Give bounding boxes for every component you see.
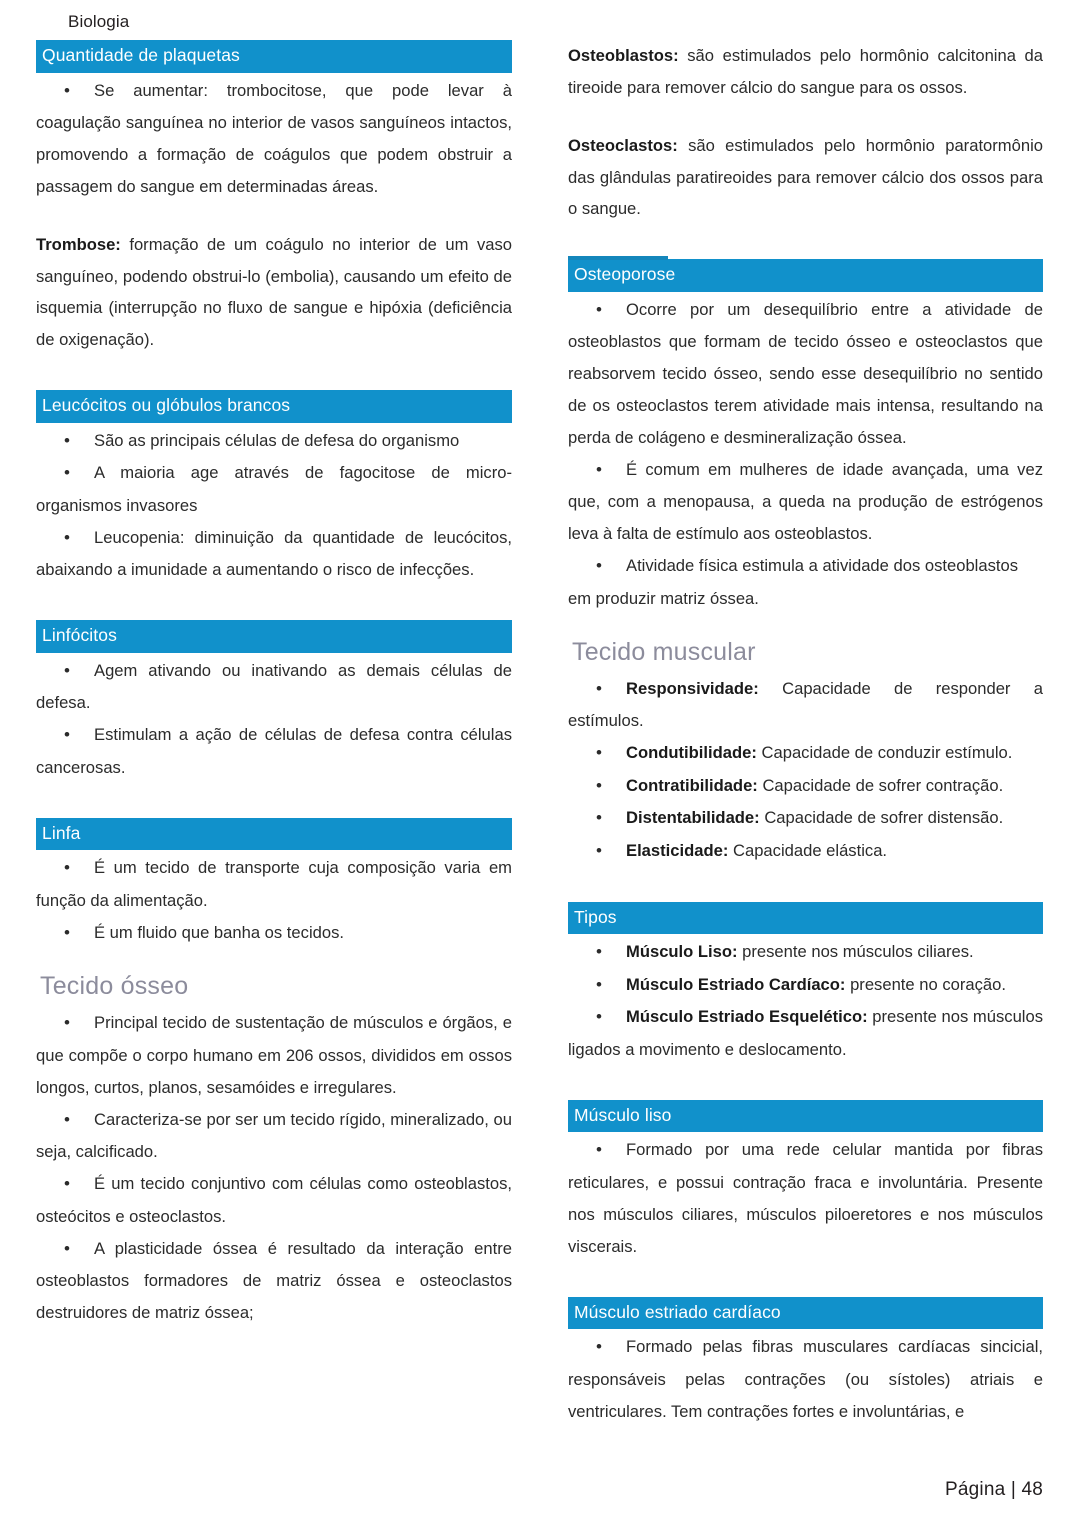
- heading-tecido-osseo: Tecido ósseo: [40, 972, 189, 1001]
- bullet-text: É um fluido que banha os tecidos.: [94, 922, 344, 942]
- document-header-title: Biologia: [68, 12, 130, 31]
- bullet-marker: •: [64, 80, 70, 100]
- bullet-item: [568, 550, 1043, 614]
- bullet-item: [36, 75, 512, 203]
- right-column: [540, 0, 1080, 1427]
- bullet-text: Capacidade de sofrer distensão.: [759, 808, 1004, 828]
- bullet-text: Agem ativando ou inativando as demais células de defesa.: [36, 660, 512, 713]
- bullet-item: [36, 719, 512, 783]
- bullet-marker: •: [64, 463, 70, 483]
- bullet-text: Caracteriza-se por ser um tecido rígido, mineralizado, ou seja, calcificado.: [36, 1109, 512, 1162]
- definition-term: Osteoblastos:: [568, 46, 679, 65]
- bullet-marker: •: [64, 1238, 70, 1258]
- bullet-item: [568, 454, 1043, 550]
- section-gap: [36, 356, 512, 390]
- left-column: [0, 0, 540, 1427]
- definition-term: Trombose:: [36, 234, 121, 254]
- bullet-item: [36, 457, 512, 521]
- section-heading-linfocitos: Linfócitos: [36, 620, 512, 653]
- definition-text: formação de um coágulo no interior de um vaso sanguíneo, podendo obstrui-lo (embolia), causando um efeito de isquemia (interrupção no fluxo de sangue e hipóxia (deficiência de oxigenação).: [36, 234, 512, 350]
- bullet-text: Atividade física estimula a atividade dos osteoblastos em produzir matriz óssea.: [568, 556, 1019, 608]
- definition-term: Condutibilidade:: [626, 743, 757, 763]
- bullet-text: Formado por uma rede celular mantida por fibras reticulares, e possui contração fraca e involuntária. Presente nos músculos ciliares, músculos piloeretores e nos músculos viscerais.: [568, 1140, 1043, 1256]
- bullet-marker: •: [64, 527, 70, 547]
- section-gap: [36, 784, 512, 818]
- definition-term: Elasticidade:: [626, 841, 729, 861]
- bullet-marker: •: [596, 808, 602, 828]
- section-heading-leucocitos: Leucócitos ou glóbulos brancos: [36, 390, 512, 423]
- section-heading-quantidade-de-plaquetas: Quantidade de plaquetas: [36, 40, 512, 73]
- bullet-text: Capacidade de responder a estímulos.: [568, 678, 1043, 731]
- paragraph-gap: [36, 203, 512, 229]
- bullet-text: presente nos músculos ciliares.: [737, 942, 974, 962]
- bullet-marker: •: [64, 1174, 70, 1194]
- bullet-text: São as principais células de defesa do organismo: [94, 430, 460, 450]
- bullet-item: [36, 1168, 512, 1232]
- section-gap: [568, 868, 1043, 902]
- definition-term: Músculo Estriado Esquelético:: [626, 1007, 868, 1027]
- bullet-marker: •: [64, 1013, 70, 1033]
- bullet-item: [568, 1001, 1043, 1065]
- bullet-text: Estimulam a ação de células de defesa contra células cancerosas.: [36, 725, 512, 777]
- definition-paragraph-osteoclastos: [568, 130, 1043, 226]
- bullet-item: [36, 917, 512, 950]
- section-gap: [568, 1066, 1043, 1100]
- bullet-item: [36, 1007, 512, 1103]
- bullet-item: [36, 852, 512, 916]
- bullet-item: [568, 1134, 1043, 1262]
- bullet-item: [36, 425, 512, 458]
- bullet-text: Ocorre por um desequilíbrio entre a atividade de osteoblastos que formam de tecido ósseo e osteoclastos que reabsorvem tecido ósseo, sendo esse desequilíbrio no sentido de os osteoclastos terem atividade mais intensa, resultando na perda de colágeno e desmineralização óssea.: [568, 299, 1043, 447]
- bullet-text: Capacidade elástica.: [728, 841, 888, 861]
- bullet-marker: •: [596, 743, 602, 763]
- bullet-marker: •: [596, 1337, 602, 1357]
- bullet-text: Capacidade de conduzir estímulo.: [756, 743, 1013, 763]
- section-heading-musculo-liso: Músculo liso: [568, 1100, 1043, 1133]
- definition-paragraph-osteoblastos: [568, 40, 1043, 104]
- bullet-item: [36, 655, 512, 719]
- bullet-marker: •: [64, 1109, 70, 1129]
- definition-term: Distentabilidade:: [626, 808, 760, 828]
- bullet-marker: •: [596, 841, 602, 861]
- definition-term: Contratibilidade:: [626, 775, 758, 795]
- section-heading-musculo-estriado-cardiaco: Músculo estriado cardíaco: [568, 1297, 1043, 1330]
- definition-paragraph-trombose: [36, 229, 512, 356]
- bullet-text: A maioria age através de fagocitose de micro-organismos invasores: [36, 463, 512, 515]
- definition-text: são estimulados pelo hormônio calcitonina da tireoide para remover cálcio do sangue para os ossos.: [568, 46, 1043, 97]
- bullet-text: presente no coração.: [845, 974, 1006, 994]
- section-gap: [568, 1263, 1043, 1297]
- bullet-marker: •: [64, 858, 70, 878]
- bullet-item: [36, 1233, 512, 1329]
- bullet-item: [36, 522, 512, 586]
- bullet-marker: •: [596, 1007, 602, 1027]
- bullet-item: [568, 835, 1043, 868]
- section-gap: [568, 225, 1043, 259]
- section-heading-osteoporose: Osteoporose: [568, 259, 1043, 292]
- definition-term: Músculo Liso:: [626, 942, 738, 962]
- bullet-item: [568, 936, 1043, 969]
- page-number: Página | 48: [945, 1479, 1043, 1500]
- bullet-marker: •: [596, 974, 602, 994]
- bullet-item: [568, 770, 1043, 803]
- bullet-text: É comum em mulheres de idade avançada, uma vez que, com a menopausa, a queda na produção de estrógenos leva à falta de estímulo aos osteoblastos.: [568, 459, 1043, 544]
- bullet-text: Leucopenia: diminuição da quantidade de leucócitos, abaixando a imunidade a aumentando o risco de infecções.: [36, 527, 512, 580]
- bullet-item: [36, 1104, 512, 1168]
- paragraph-gap: [568, 104, 1043, 130]
- bullet-item: [568, 294, 1043, 454]
- bullet-marker: •: [64, 725, 70, 745]
- heading-tecido-muscular: Tecido muscular: [572, 637, 756, 666]
- bullet-item: [568, 673, 1043, 737]
- bullet-marker: •: [596, 459, 602, 479]
- bullet-marker: •: [596, 942, 602, 962]
- bullet-text: Se aumentar: trombocitose, que pode levar à coagulação sanguínea no interior de vasos sanguíneos intactos, promovendo a formação de coágulos que podem obstruir a passagem do sangue em determinadas áreas.: [36, 80, 512, 196]
- bullet-text: É um tecido conjuntivo com células como osteoblastos, osteócitos e osteoclastos.: [36, 1174, 512, 1226]
- definition-term: Responsividade:: [626, 678, 759, 698]
- bullet-text: Formado pelas fibras musculares cardíacas sincicial, responsáveis pelas contrações (ou sístoles) atriais e ventriculares. Tem contrações fortes e involuntárias, e: [568, 1337, 1043, 1421]
- bullet-marker: •: [596, 299, 602, 319]
- bullet-text: presente nos músculos ligados a movimento e deslocamento.: [568, 1007, 1044, 1060]
- bullet-marker: •: [64, 660, 70, 680]
- bullet-item: [568, 802, 1043, 835]
- definition-text: são estimulados pelo hormônio paratormônio das glândulas paratireoides para remover cálcio dos ossos para o sangue.: [568, 135, 1043, 219]
- bullet-item: [568, 1331, 1043, 1427]
- bullet-text: A plasticidade óssea é resultado da interação entre osteoblastos formadores de matriz óssea e osteoclastos destruidores de matriz óssea;: [36, 1238, 512, 1323]
- bullet-item: [568, 737, 1043, 770]
- bullet-item: [568, 969, 1043, 1002]
- bullet-text: É um tecido de transporte cuja composição varia em função da alimentação.: [36, 858, 512, 910]
- definition-term: Músculo Estriado Cardíaco:: [626, 974, 846, 994]
- bullet-marker: •: [64, 922, 70, 942]
- bullet-text: Principal tecido de sustentação de músculos e órgãos, e que compõe o corpo humano em 206 ossos, divididos em ossos longos, curtos, planos, sesamóides e irregulares.: [36, 1013, 512, 1097]
- definition-term: Osteoclastos:: [568, 135, 678, 155]
- bullet-marker: •: [596, 775, 602, 795]
- bullet-marker: •: [596, 1140, 602, 1160]
- section-heading-linfa: Linfa: [36, 818, 512, 851]
- bullet-marker: •: [596, 678, 602, 698]
- bullet-marker: •: [64, 430, 70, 450]
- bullet-text: Capacidade de sofrer contração.: [757, 775, 1004, 795]
- section-heading-tipos: Tipos: [568, 902, 1043, 935]
- section-gap: [36, 586, 512, 620]
- bullet-marker: •: [596, 556, 602, 576]
